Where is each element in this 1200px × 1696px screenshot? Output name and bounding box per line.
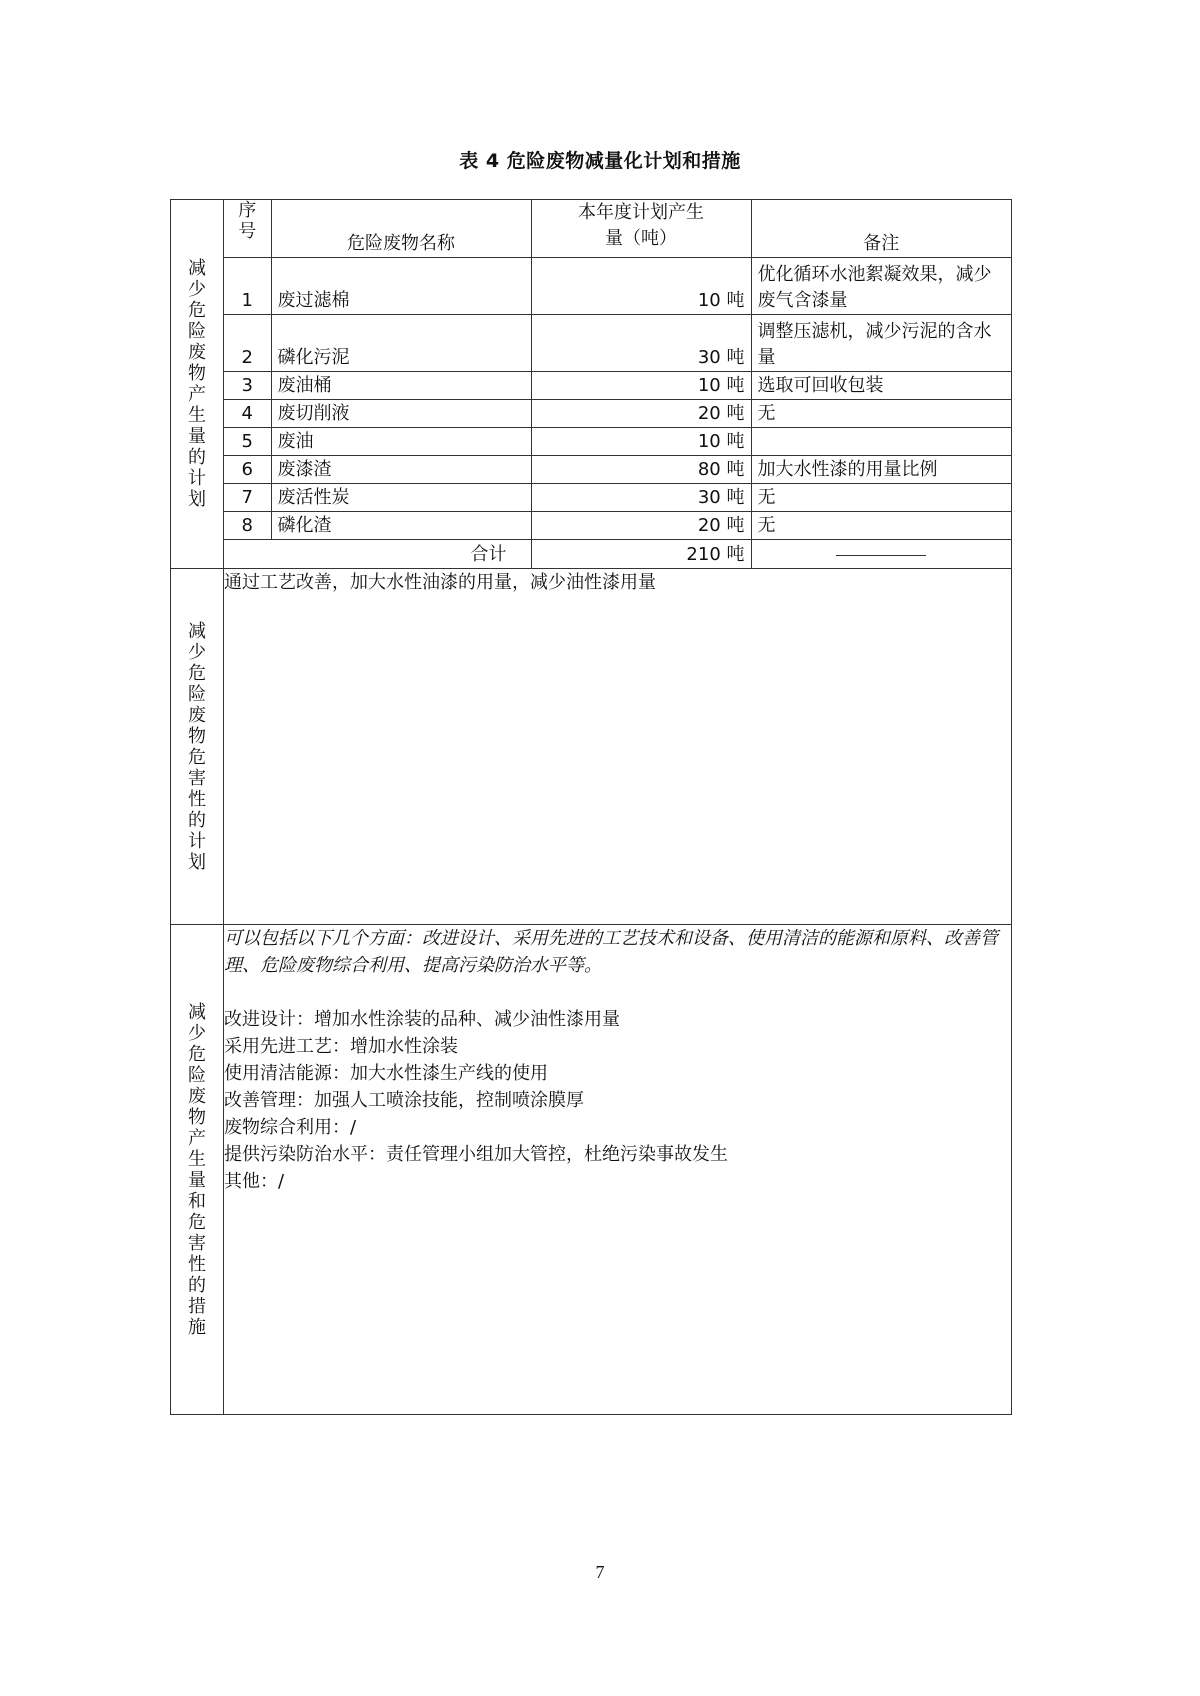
table-row: 6 废漆渣 80 吨 加大水性漆的用量比例 — [224, 455, 1011, 483]
header-amount: 本年度计划产生量（吨） — [531, 200, 751, 257]
hazard-plan-content: 通过工艺改善，加大水性油漆的用量，减少油性漆用量 — [224, 569, 1012, 925]
table-row: 3 废油桶 10 吨 选取可回收包装 — [224, 371, 1011, 399]
measure-line: 改进设计：增加水性涂装的品种、减少油性漆用量 — [224, 1009, 620, 1030]
side-label-reduce-hazard: 减少危险废物危害性的计划 — [171, 569, 224, 925]
total-amount: 210 吨 — [531, 539, 751, 568]
document-title: 表 4 危险废物减量化计划和措施 — [459, 150, 741, 172]
reduction-plan-table — [170, 199, 1012, 1415]
waste-list-cell — [224, 200, 1012, 569]
table-row: 4 废切削液 20 吨 无 — [224, 399, 1011, 427]
total-row — [224, 539, 1011, 568]
measure-line: 改善管理：加强人工喷涂技能，控制喷涂膜厚 — [224, 1090, 584, 1111]
table-row: 1 废过滤棉 10 吨 优化循环水池絮凝效果，减少废气含漆量 — [224, 257, 1011, 314]
measure-line: 使用清洁能源：加大水性漆生产线的使用 — [224, 1063, 548, 1084]
side-label-measures: 减少危险废物产生量和危害性的措施 — [171, 925, 224, 1415]
total-note-dash — [751, 539, 1011, 568]
measure-line: 采用先进工艺：增加水性涂装 — [224, 1036, 458, 1057]
header-no: 序号 — [238, 200, 257, 242]
table-row: 5 废油 10 吨 — [224, 427, 1011, 455]
table-row: 2 磷化污泥 30 吨 调整压滤机，减少污泥的含水量 — [224, 314, 1011, 371]
measures-content — [224, 925, 1012, 1415]
header-name: 危险废物名称 — [271, 200, 531, 257]
measure-line: 提供污染防治水平：责任管理小组加大管控，杜绝污染事故发生 — [224, 1144, 728, 1165]
measure-line: 其他：/ — [224, 1171, 285, 1192]
side-label-reduce-amount: 减少危险废物产生量的计划 — [171, 200, 224, 569]
measures-hint: 可以包括以下几个方面：改进设计、采用先进的工艺技术和设备、使用清洁的能源和原料、改善管理、危险废物综合利用、提高污染防治水平等。 — [224, 928, 998, 976]
table-row: 8 磷化渣 20 吨 无 — [224, 511, 1011, 539]
measure-line: 废物综合利用：/ — [224, 1117, 357, 1138]
table-header-row — [224, 200, 1011, 257]
waste-list-table — [224, 200, 1011, 568]
total-label: 合计 — [224, 539, 531, 568]
page-number: 7 — [595, 1562, 605, 1582]
table-row: 7 废活性炭 30 吨 无 — [224, 483, 1011, 511]
header-note: 备注 — [751, 200, 1011, 257]
